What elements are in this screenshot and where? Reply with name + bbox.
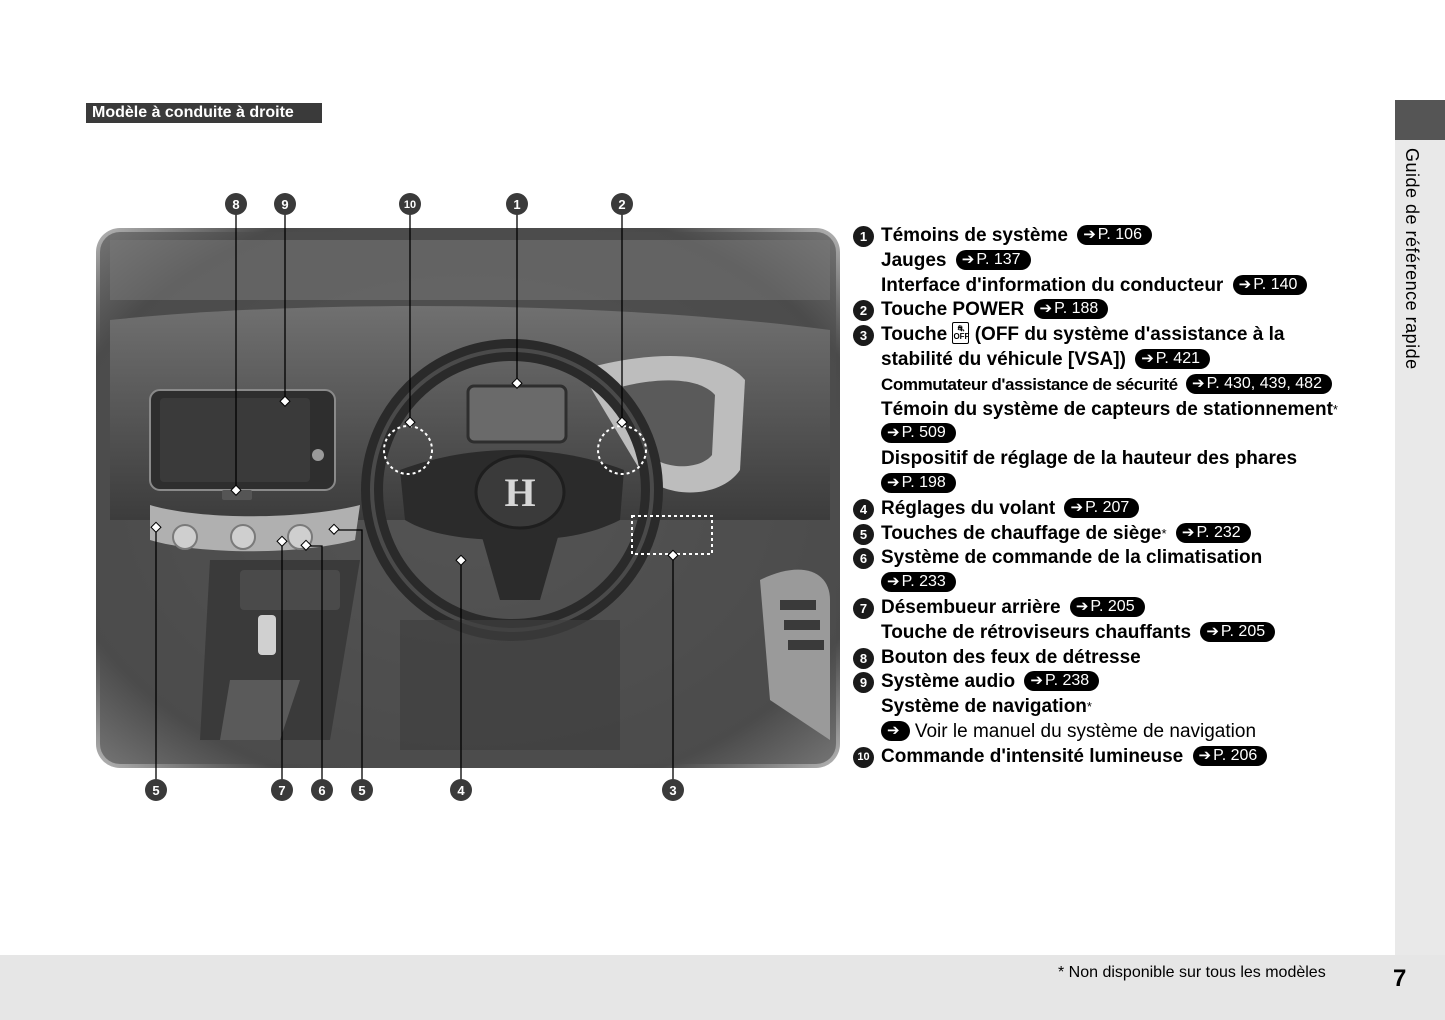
list-item: [853, 422, 1393, 447]
callout-5: 5: [152, 783, 160, 798]
footnote: * Non disponible sur tous les modèles: [1058, 964, 1326, 981]
item-label: Voir le manuel du système de navigation: [914, 720, 1257, 742]
item-label: Commande d'intensité lumineuse: [881, 745, 1184, 767]
item-number: 4: [853, 499, 874, 520]
callout-6: 6: [318, 783, 326, 798]
callout-5b: 5: [358, 783, 366, 798]
arrow-right-icon: ➔: [1075, 597, 1089, 615]
page-ref-link[interactable]: ➔ P. 205: [1070, 597, 1145, 617]
page-ref-link[interactable]: ➔ P. 137: [956, 250, 1031, 270]
section-tag: Modèle à conduite à droite: [86, 103, 322, 123]
item-label: Bouton des feux de détresse: [881, 646, 1141, 668]
asterisk: *: [1161, 525, 1167, 541]
callout-7: 7: [278, 783, 286, 798]
list-item: [853, 621, 1393, 646]
callout-badge: [506, 193, 528, 215]
item-number: 1: [853, 226, 874, 247]
svg-text:H: H: [504, 470, 536, 515]
item-number: 2: [853, 300, 874, 321]
page-ref-link[interactable]: ➔ P. 198: [881, 473, 956, 493]
callout-badge: [662, 779, 684, 801]
list-item: [853, 398, 1393, 423]
page-ref-link[interactable]: ➔ P. 232: [1176, 523, 1251, 543]
list-item: [853, 224, 1393, 249]
page-ref-link[interactable]: ➔ P. 207: [1064, 498, 1139, 518]
list-item: [853, 373, 1393, 398]
page-ref-link[interactable]: ➔ P. 206: [1193, 746, 1268, 766]
list-item: [853, 447, 1393, 472]
list-item: [853, 646, 1393, 671]
item-label: Système de navigation: [881, 696, 1087, 718]
arrow-right-icon: ➔: [1206, 622, 1219, 640]
callout-4: 4: [457, 783, 465, 798]
dashboard-illustration: [0, 0, 860, 820]
item-label: Témoin du système de capteurs de stationnement: [881, 398, 1333, 420]
item-label: Touche: [881, 324, 948, 346]
list-item: [853, 695, 1393, 720]
page-ref-link[interactable]: ➔ P. 106: [1077, 225, 1152, 245]
callout-3: 3: [669, 783, 677, 798]
arrow-right-icon: ➔: [887, 721, 900, 739]
list-item: [853, 497, 1393, 522]
page-ref-link[interactable]: ➔ P. 188: [1034, 299, 1109, 319]
callout-badge: [399, 193, 421, 215]
page-ref-link[interactable]: ➔ P. 140: [1233, 275, 1308, 295]
vsa-off-icon: ⛐ OFF: [952, 322, 969, 344]
arrow-right-icon: ➔: [1070, 498, 1084, 516]
arrow-right-icon: ➔: [887, 424, 900, 442]
list-item: [853, 596, 1393, 621]
arrow-right-icon: ➔: [1030, 672, 1043, 690]
item-label: Désembueur arrière: [881, 596, 1061, 618]
item-number: 3: [853, 325, 874, 346]
item-label: Témoins de système: [881, 225, 1068, 246]
arrow-right-icon: ➔: [1039, 300, 1053, 318]
item-label: Touche POWER: [881, 299, 1025, 321]
list-item: [853, 571, 1393, 596]
list-item: [853, 472, 1393, 497]
item-label: (OFF du système d'assistance à la: [974, 324, 1285, 346]
callout-10: 10: [403, 199, 417, 211]
page-ref-link[interactable]: ➔ P. 421: [1135, 349, 1210, 369]
list-item: [853, 745, 1393, 770]
list-item: [853, 298, 1393, 323]
list-item: [853, 348, 1393, 373]
arrow-right-icon: ➔: [1238, 275, 1252, 293]
arrow-right-icon: ➔: [1141, 349, 1154, 367]
item-label: stabilité du véhicule [VSA]): [881, 348, 1126, 370]
callout-badge: [351, 779, 373, 801]
item-label: Jauges: [881, 249, 947, 271]
list-item: [853, 720, 1393, 745]
item-label: Commutateur d'assistance de sécurité: [881, 374, 1178, 394]
callout-badge: [225, 193, 247, 215]
item-number: 6: [853, 548, 874, 569]
arrow-right-icon: ➔: [887, 473, 900, 491]
item-label: Touche de rétroviseurs chauffants: [881, 621, 1192, 643]
callout-9: 9: [281, 197, 289, 212]
arrow-right-icon: ➔: [1181, 523, 1195, 541]
arrow-right-icon: ➔: [1192, 375, 1205, 393]
list-item: [853, 274, 1393, 299]
item-number: 5: [853, 524, 874, 545]
callout-list: [853, 224, 1393, 770]
callout-badge: [271, 779, 293, 801]
callout-badge: [611, 193, 633, 215]
side-tab-marker: [1395, 100, 1445, 140]
item-number: 10: [853, 747, 874, 768]
callout-badge: [274, 193, 296, 215]
item-label: Système de commande de la climatisation: [881, 547, 1263, 569]
list-item: [853, 323, 1393, 348]
page-ref-link[interactable]: ➔ P. 238: [1024, 671, 1099, 691]
list-item: [853, 249, 1393, 274]
page-number: 7: [1393, 965, 1407, 992]
callout-1: 1: [513, 197, 521, 212]
arrow-right-icon: ➔: [1083, 225, 1096, 243]
page-ref-link[interactable]: ➔ P. 205: [1200, 622, 1275, 642]
item-label: Réglages du volant: [881, 497, 1056, 519]
callout-badge: [311, 779, 333, 801]
arrow-right-icon: ➔: [1198, 746, 1212, 764]
list-item: [853, 546, 1393, 571]
arrow-right-icon: ➔: [961, 250, 975, 268]
callout-2: 2: [618, 197, 626, 212]
callout-badge: [145, 779, 167, 801]
item-label: Touches de chauffage de siège: [881, 522, 1162, 544]
item-label: Interface d'information du conducteur: [881, 274, 1224, 296]
page-ref-link[interactable]: ➔ P. 509: [881, 423, 956, 443]
dashboard-photo: [96, 228, 840, 768]
asterisk: *: [1086, 699, 1092, 715]
callout-8: 8: [232, 197, 240, 212]
item-number: 9: [853, 672, 874, 693]
manual-ref-link[interactable]: [881, 721, 910, 741]
item-label: Système audio: [881, 671, 1016, 693]
callout-badge: [450, 779, 472, 801]
asterisk: *: [1332, 401, 1338, 417]
item-label: Dispositif de réglage de la hauteur des phares: [881, 448, 1298, 470]
side-tab-label: Guide de référence rapide: [1402, 148, 1422, 370]
list-item: [853, 522, 1393, 547]
page-ref-link[interactable]: ➔ P. 430, 439, 482: [1186, 374, 1332, 394]
item-number: 8: [853, 648, 874, 669]
list-item: [853, 670, 1393, 695]
page-ref-link[interactable]: ➔ P. 233: [881, 572, 956, 592]
item-number: 7: [853, 598, 874, 619]
arrow-right-icon: ➔: [887, 573, 900, 591]
